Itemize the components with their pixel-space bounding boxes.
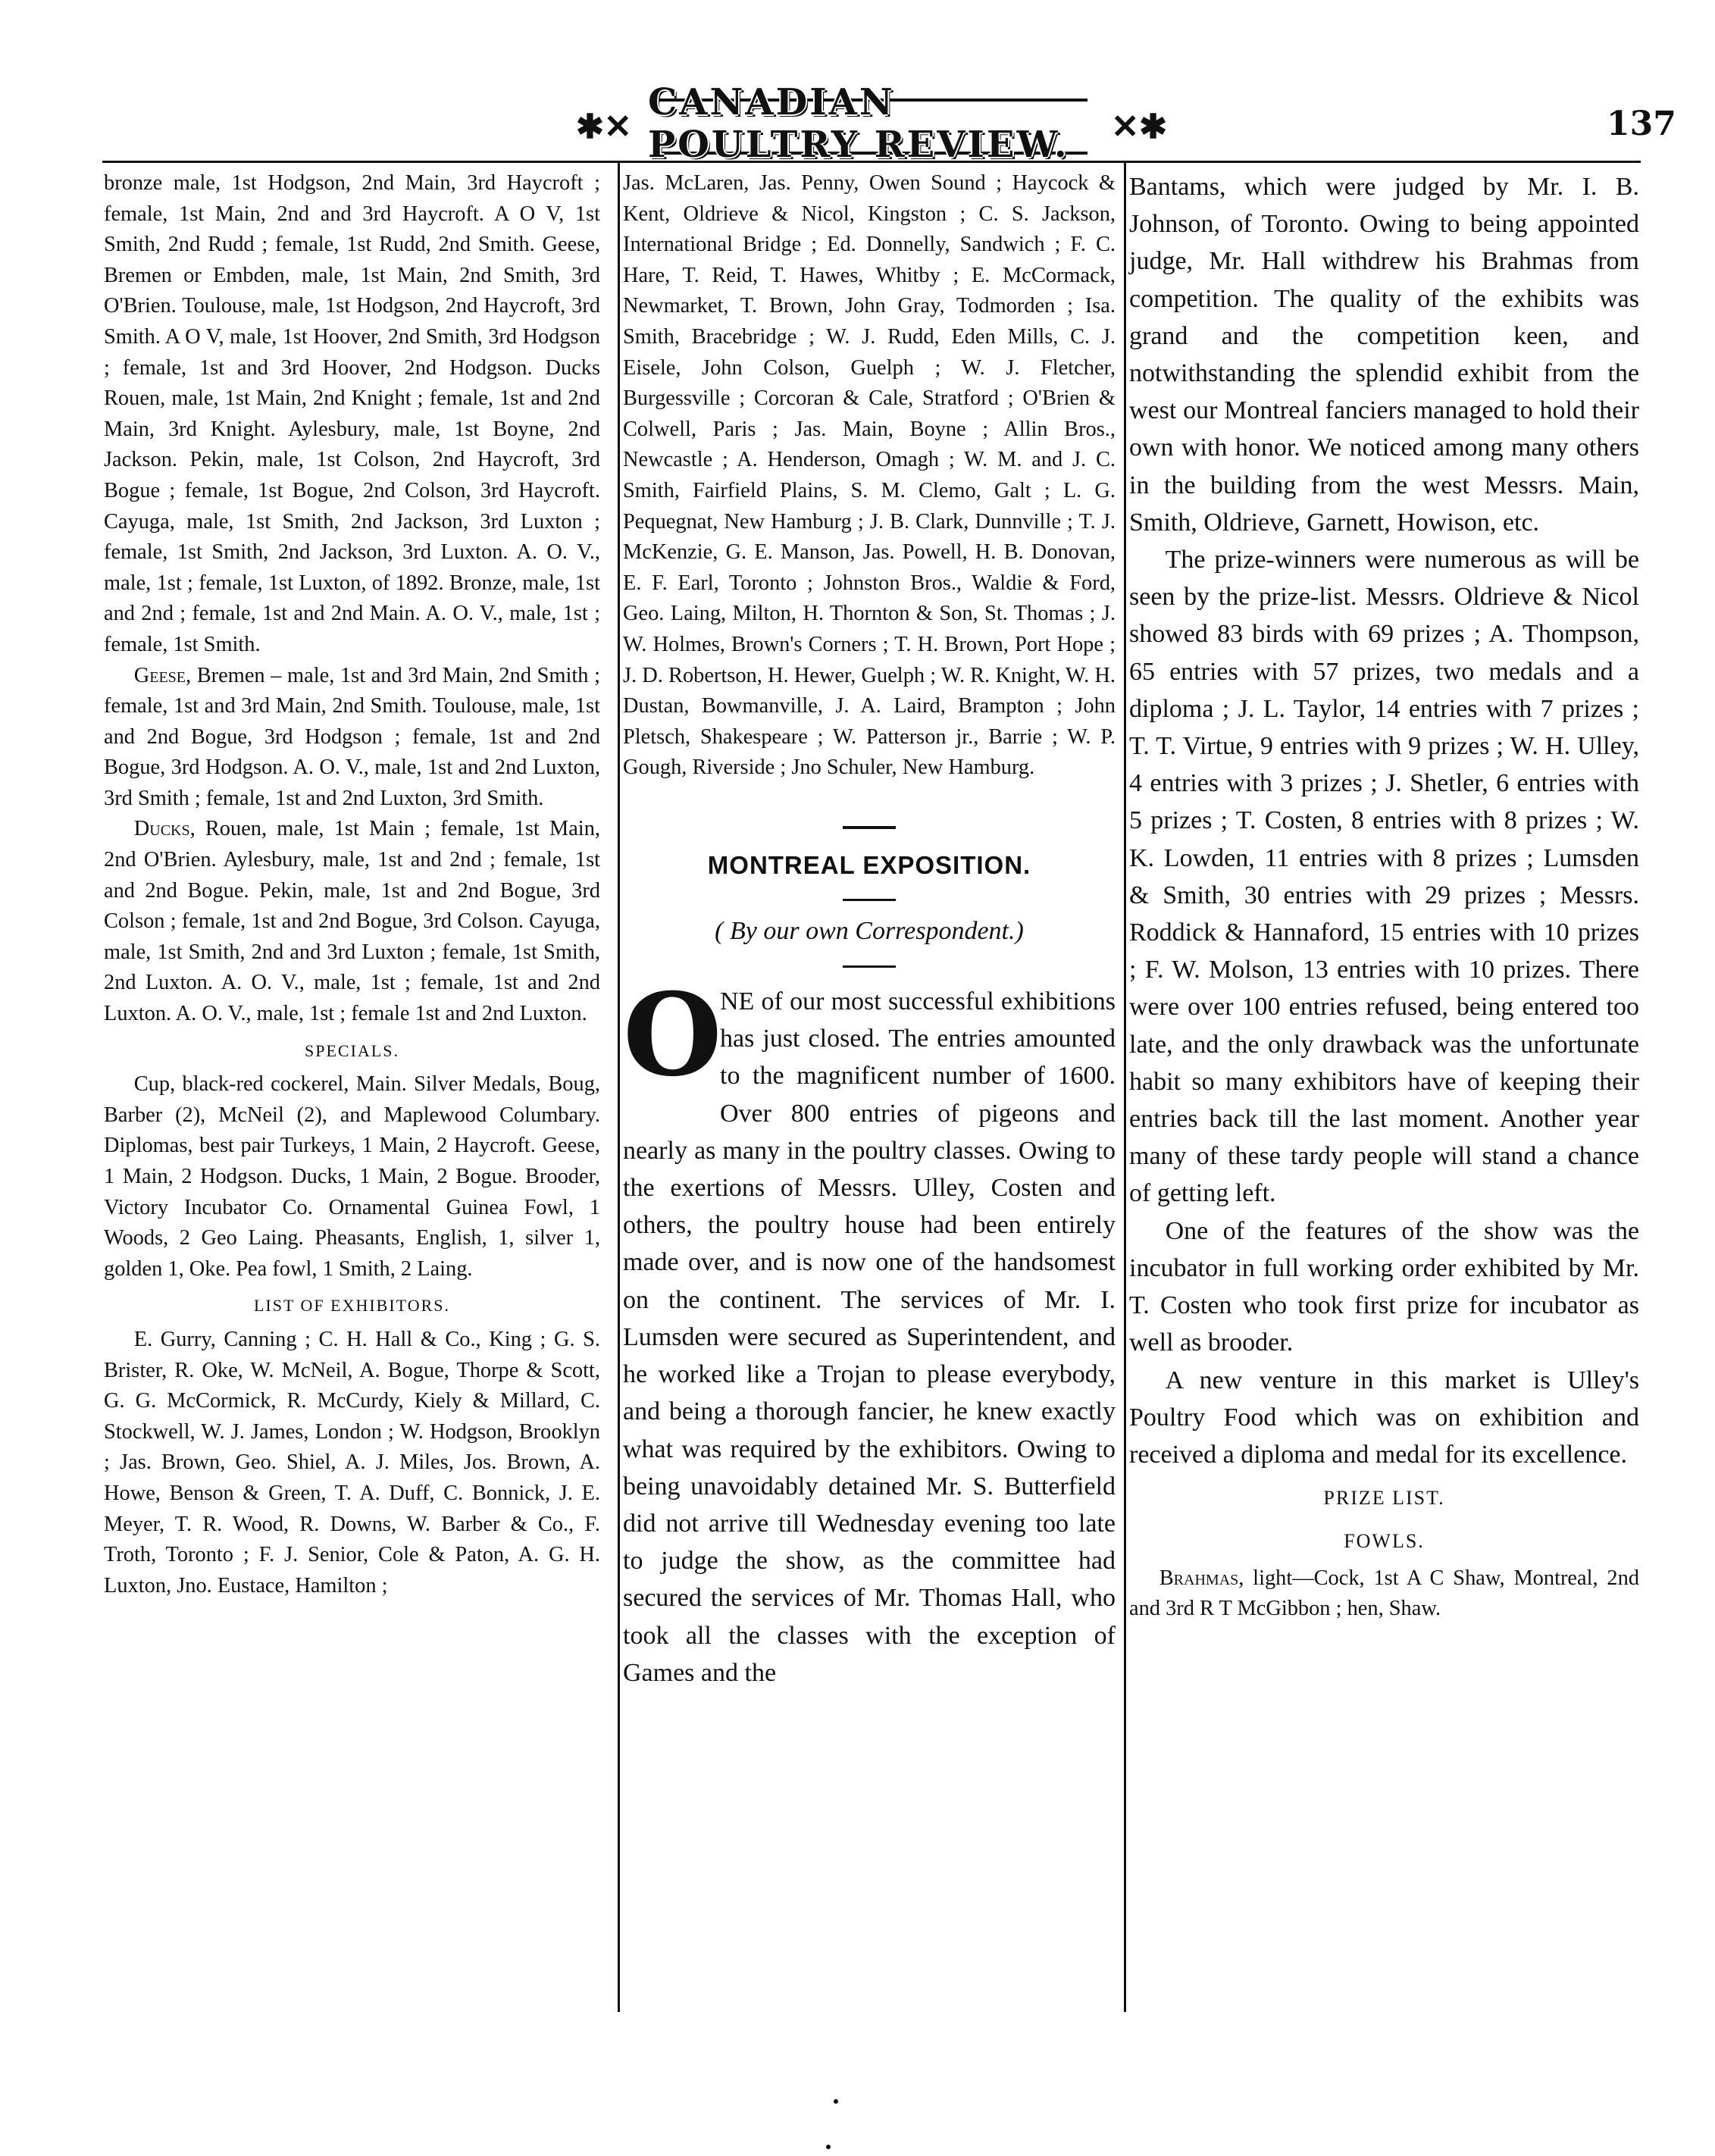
article-paragraph-4: A new venture in this market is Ulley's Poultry Food which was on exhibition and received a diploma and medal for its excellence. [1129, 1366, 1639, 1469]
masthead-ornament-right: ✕✱ [1111, 108, 1167, 146]
article-lead-paragraph [623, 968, 1116, 1691]
column-3 [1129, 168, 1639, 1625]
prize-results-paragraph: bronze male, 1st Hodgson, 2nd Main, 3rd Haycroft ; female, 1st Main, 2nd and 3rd Haycroft. A O V, 1st Smith, 2nd Rudd ; female, 1st Rudd, 2nd Smith. Geese, Bremen or Embden, male, 1st Main, 2nd Smith, 3rd O'Brien. Toulouse, male, 1st Hodgson, 2nd Haycroft, 3rd Smith. A O V, male, 1st Hoover, 2nd Smith, 3rd Hodgson ; female, 1st and 3rd Hoover, 2nd Hodgson. Ducks Rouen, male, 1st Main, 2nd Knight ; female, 1st and 2nd Main, 3rd Knight. Aylesbury, male, 1st Boyne, 2nd Jackson. Pekin, male, 1st Colson, 2nd Haycroft, 3rd Bogue ; female, 1st Bogue, 2nd Colson, 3rd Haycroft. Cayuga, male, 1st Smith, 2nd Jackson, 3rd Luxton ; female, 1st Smith, 2nd Jackson, 3rd Luxton. A. O. V., male, 1st ; female, 1st Luxton, of 1892. Bronze, male, 1st and 2nd ; female, 1st and 2nd Main. A. O. V., male, 1st ; female, 1st Smith. [104, 171, 600, 656]
article-paragraph-1: Bantams, which were judged by Mr. I. B. Johnson, of Toronto. Owing to being appointed judge, Mr. Hall withdrew his Brahmas from competition. The quality of the exhibits was grand and the competition keen, and notwithstanding the splendid exhibit from the west our Montreal fanciers managed to hold their own with honor. We noticed among many others in the building from the west Messrs. Main, Smith, Oldrieve, Garnett, Howison, etc. [1129, 173, 1639, 537]
specials-paragraph: Cup, black-red cockerel, Main. Silver Medals, Boug, Barber (2), McNeil (2), and Maplewood Columbary. Diplomas, best pair Turkeys, 1 Main, 2 Haycroft. Geese, 1 Main, 2 Hodgson. Ducks, 1 Main, 2 Bogue. Brooder, Victory Incubator Co. Ornamental Guinea Fowl, 1 Woods, 2 Geo Laing. Pheasants, English, 1, silver 1, golden 1, Oke. Pea fowl, 1 Smith, 2 Laing. [104, 1072, 600, 1281]
drop-cap: O [623, 968, 722, 1103]
exhibitors-paragraph: E. Gurry, Canning ; C. H. Hall & Co., King ; G. S. Brister, R. Oke, W. McNeil, A. Bogue, Thorpe & Scott, G. G. McCormick, R. McCurdy, Kiely & Millard, C. Stockwell, W. J. James, London ; W. Hodgson, Brooklyn ; Jas. Brown, Geo. Shiel, A. J. Miles, Jos. Brown, A. Howe, Benson & Green, T. A. Duff, C. Bonnick, J. E. Meyer, T. R. Wood, R. Downs, W. Barber & Co., F. Troth, Toronto ; F. J. Senior, Cole & Paton, A. G. H. Luxton, Jno. Eustace, Hamilton ; [104, 1327, 600, 1597]
article-byline: ( By our own Correspondent.) [715, 917, 1024, 946]
brahmas-paragraph [1129, 1563, 1639, 1625]
article-lead-text: NE of our most successful exhibitions has just closed. The entries amounted to the magnificent number of 1600. Over 800 entries of pigeons and nearly as many in the poultry classes. Owing to the exertions of Messrs. Ulley, Costen and others, the poultry house had been entirely made over, and is now one of the handsomest on the continent. The services of Mr. I. Lumsden were secured as Superintendent, and he worked like a Trojan to please everybody, and being a thorough fancier, he knew exactly what was required by the exhibitors. Owing to being unavoidably detained Mr. S. Butterfield did not arrive till Wednesday evening too late to judge the show, as the committee had secured the services of Mr. Thomas Hall, who took all the classes with the exception of Games and the [623, 987, 1116, 1687]
brahmas-text: light—Cock, 1st A C Shaw, Montreal, 2nd and 3rd R T McGibbon ; hen, Shaw. [1129, 1566, 1639, 1621]
header-rule [102, 161, 1641, 163]
exhibitors-heading: LIST OF EXHIBITORS. [253, 1296, 451, 1316]
masthead-title: CANADIAN POULTRY REVIEW. [648, 81, 1069, 166]
print-speck [834, 2099, 838, 2104]
geese-label: Geese, [133, 663, 192, 687]
prize-list-heading: PRIZE LIST. [1323, 1487, 1445, 1510]
column-2 [623, 168, 1116, 1691]
article-heading: MONTREAL EXPOSITION. [707, 850, 1031, 879]
ducks-label: Ducks, [133, 817, 196, 841]
specials-heading: SPECIALS. [305, 1040, 399, 1060]
geese-results-paragraph [104, 661, 600, 815]
section-rule [843, 826, 896, 829]
brahmas-label: Brahmas, [1159, 1566, 1244, 1590]
byline-rule [843, 965, 896, 968]
exhibitors-continued-paragraph: Jas. McLaren, Jas. Penny, Owen Sound ; Haycock & Kent, Oldrieve & Nicol, Kingston ; C. S. Jackson, International Bridge ; Ed. Donnelly, Sandwich ; F. C. Hare, T. Reid, T. Hawes, Whitby ; E. McCormack, Newmarket, T. Brown, John Gray, Todmorden ; Isa. Smith, Bracebridge ; W. J. Rudd, Eden Mills, C. J. Eisele, John Colson, Guelph ; W. J. Fletcher, Burgessville ; Corcoran & Cale, Stratford ; O'Brien & Colwell, Paris ; Jas. Main, Boyne ; Allin Bros., Newcastle ; A. Henderson, Omagh ; W. M. and J. C. Smith, Fairfield Plains, S. M. Clemo, Galt ; L. G. Pequegnat, New Hamburg ; J. B. Clark, Dunnville ; T. J. McKenzie, G. E. Manson, Jas. Powell, H. B. Donovan, E. F. Earl, Toronto ; Johnston Bros., Waldie & Ford, Geo. Laing, Milton, H. Thornton & Son, St. Thomas ; J. W. Holmes, Brown's Corners ; T. H. Brown, Port Hope ; J. D. Robertson, H. Hewer, Guelph ; W. R. Knight, W. H. Dustan, Bowmanville, J. A. Laird, Brampton ; John Pletsch, Shakespeare ; W. Patterson jr., Barrie ; W. P. Gough, Riverside ; Jno Schuler, New Hamburg. [623, 171, 1116, 780]
heading-rule [843, 899, 896, 901]
geese-text: Bremen – male, 1st and 3rd Main, 2nd Smith ; female, 1st and 3rd Main, 2nd Smith. Toulouse, male, 1st and 2nd Bogue, 3rd Hodgson ; female, 1st and 2nd Bogue, 3rd Hodgson. A. O. V., male, 1st and 2nd Luxton, 3rd Smith ; female, 1st and 2nd Luxton, 3rd Smith. [104, 663, 600, 810]
article-paragraph-2: The prize-winners were numerous as will be seen by the prize-list. Messrs. Oldrieve & Nicol showed 83 birds with 69 prizes ; A. Thompson, 65 entries with 57 prizes, two medals and a diploma ; J. L. Taylor, 14 entries with 7 prizes ; T. T. Virtue, 9 entries with 9 prizes ; W. H. Ulley, 4 entries with 3 prizes ; J. Shetler, 6 entries with 5 prizes ; T. Costen, 8 entries with 8 prizes ; W. K. Lowden, 11 entries with 8 prizes ; Lumsden & Smith, 30 entries with 29 prizes ; Messrs. Roddick & Hannaford, 15 entries with 10 prizes ; F. W. Molson, 13 entries with 10 prizes. There were over 100 entries refused, being entered too late, and the only drawback was the unfortunate habit so many exhibitors have of keeping their entries back till the last moment. Another year many of these tardy people will stand a chance of getting left. [1129, 546, 1639, 1208]
article-paragraph-3: One of the features of the show was the incubator in full working order exhibited by Mr. T. Costen who took first prize for incubator as well as brooder. [1129, 1216, 1639, 1357]
ducks-text: Rouen, male, 1st Main ; female, 1st Main, 2nd O'Brien. Aylesbury, male, 1st and 2nd ; female, 1st and 2nd Bogue. Pekin, male, 1st and 2nd Bogue, 3rd Colson ; female, 1st and 2nd Bogue, 3rd Colson. Cayuga, male, 1st Smith, 2nd and 3rd Luxton ; female, 1st Smith, 2nd Luxton. A. O. V., male, 1st ; female, 1st and 2nd Luxton. A. O. V., male, 1st ; female 1st and 2nd Luxton. [104, 817, 600, 1026]
column-1 [104, 168, 600, 1601]
column-divider-1 [618, 163, 620, 2012]
fowls-heading: FOWLS. [1344, 1530, 1425, 1553]
masthead [576, 81, 1167, 166]
masthead-ornament-left: ✱✕ [576, 108, 632, 146]
page-number: 137 [1607, 105, 1676, 143]
ducks-results-paragraph [104, 814, 600, 1029]
column-divider-2 [1124, 163, 1126, 2012]
print-speck [826, 2145, 831, 2149]
